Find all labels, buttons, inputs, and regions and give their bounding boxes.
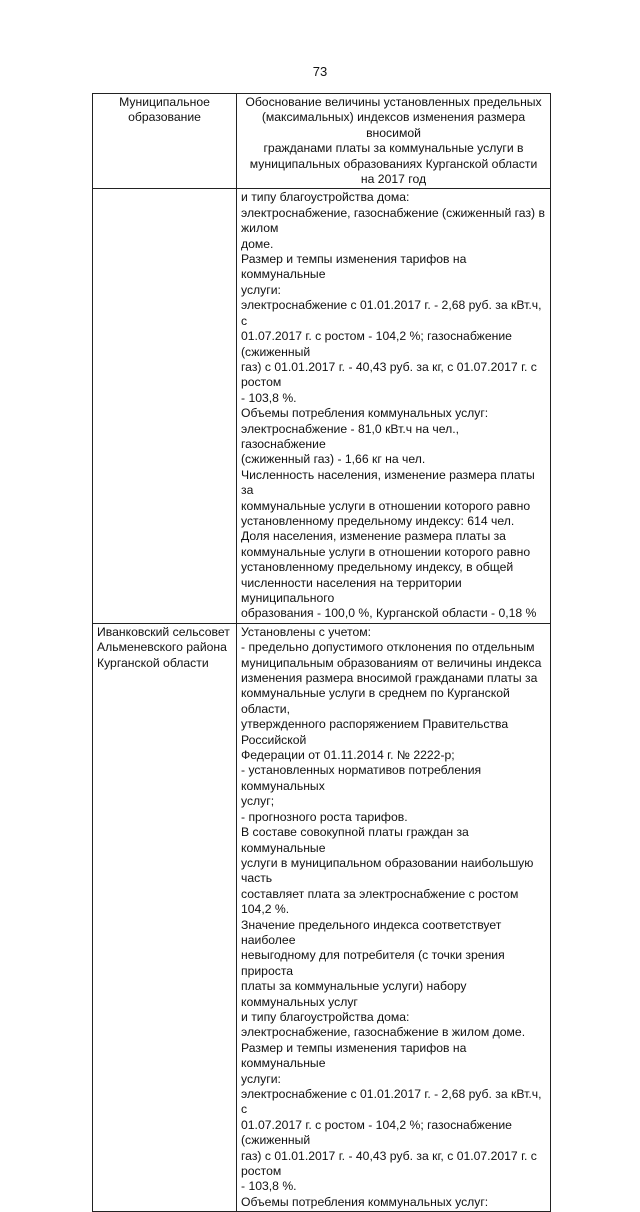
text-line: электроснабжение с 01.01.2017 г. - 2,68 руб. за кВт.ч, с <box>241 1087 542 1117</box>
text-line: - 103,8 %. <box>241 1179 297 1194</box>
text-line: Размер и темпы изменения тарифов на коммунальные <box>241 1040 467 1071</box>
text-line: услуг; <box>241 794 275 809</box>
text-line: - предельно допустимого отклонения по отдельным <box>241 640 535 655</box>
text-line: Численность населения, изменение размера платы за <box>241 467 535 498</box>
text-line: и типу благоустройства дома: <box>241 190 410 205</box>
text-line: установленному предельному индексу: 614 чел. <box>241 513 515 528</box>
municipality-line: Иванковский сельсовет <box>97 624 230 639</box>
text-line: доме. <box>241 236 274 251</box>
text-line: - прогнозного роста тарифов. <box>241 809 408 824</box>
text-line: электроснабжение с 01.01.2017 г. - 2,68 руб. за кВт.ч, с <box>241 298 542 328</box>
header-justification-line: гражданами платы за коммунальные услуги в <box>263 141 524 156</box>
text-line: Доля населения, изменение размера платы за <box>241 529 506 544</box>
text-line: электроснабжение, газоснабжение (сжиженный газ) в жилом <box>241 205 545 236</box>
text-line: коммунальные услуги в отношении которого равно <box>241 498 531 513</box>
header-justification-line: Обоснование величины установленных предельных <box>245 95 542 109</box>
text-line: Федерации от 01.11.2014 г. № 2222-р; <box>241 748 455 763</box>
text-line: - установленных нормативов потребления коммунальных <box>241 763 482 793</box>
text-line: Установлены с учетом: <box>241 624 371 639</box>
text-line: услуги: <box>241 1071 281 1086</box>
text-line: и типу благоустройства дома: <box>241 1009 410 1024</box>
table-header-row <box>93 94 551 189</box>
justification-cell <box>237 623 551 1211</box>
header-justification-line: муниципальных образованиях Курганской области <box>249 156 538 171</box>
text-line: газ) с 01.01.2017 г. - 40,43 руб. за кг, с 01.07.2017 г. с ростом <box>241 1148 537 1179</box>
text-line: муниципальным образованиям от величины индекса <box>241 655 542 670</box>
text-line: услуги в муниципальном образовании наибольшую часть <box>241 855 534 886</box>
tariff-justification-table <box>92 93 551 1212</box>
text-line: газ) с 01.01.2017 г. - 40,43 руб. за кг, с 01.07.2017 г. с ростом <box>241 359 537 390</box>
municipality-cell <box>93 623 237 1211</box>
page-number: 73 <box>312 64 328 79</box>
text-line: коммунальные услуги в среднем по Курганской области, <box>241 686 510 716</box>
text-line: Объемы потребления коммунальных услуг: <box>241 1194 489 1209</box>
table-row <box>93 623 551 1211</box>
text-line: электроснабжение - 81,0 кВт.ч на чел., газоснабжение <box>241 421 459 451</box>
text-line: - 103,8 %. <box>241 390 297 405</box>
text-line: электроснабжение, газоснабжение в жилом доме. <box>241 1025 526 1040</box>
municipality-line: Альменевского района <box>97 640 227 655</box>
text-line: Значение предельного индекса соответствует наиболее <box>241 917 502 947</box>
text-line: 01.07.2017 г. с ростом - 104,2 %; газоснабжение (сжиженный <box>241 1117 512 1148</box>
text-line: коммунальные услуги в отношении которого равно <box>241 544 531 559</box>
text-line: В составе совокупной платы граждан за коммунальные <box>241 825 469 855</box>
text-line: изменения размера вносимой гражданами платы за <box>241 671 538 686</box>
table-row <box>93 189 551 623</box>
justification-cell <box>237 189 551 623</box>
header-justification <box>237 94 551 189</box>
text-line: услуги: <box>241 282 281 297</box>
text-line: составляет плата за электроснабжение с ростом 104,2 %. <box>241 886 519 917</box>
header-municipality-line: Муниципальное <box>119 95 210 109</box>
municipality-cell <box>93 189 237 623</box>
header-municipality <box>93 94 237 189</box>
text-line: Размер и темпы изменения тарифов на коммунальные <box>241 252 467 282</box>
text-line: (сжиженный газ) - 1,66 кг на чел. <box>241 452 426 467</box>
text-line: установленному предельному индексу, в общей <box>241 560 514 575</box>
municipality-line: Курганской области <box>97 655 209 670</box>
text-line: утвержденного распоряжением Правительства Российской <box>241 717 509 747</box>
text-line: численности населения на территории муниципального <box>241 575 462 605</box>
header-justification-line: на 2017 год <box>360 172 427 187</box>
text-line: образования - 100,0 %, Курганской области - 0,18 % <box>241 606 537 621</box>
text-line: невыгодному для потребителя (с точки зрения прироста <box>241 948 505 978</box>
header-municipality-line: образование <box>128 110 201 125</box>
text-line: платы за коммунальные услуги) набору коммунальных услуг <box>241 979 467 1009</box>
text-line: Объемы потребления коммунальных услуг: <box>241 406 489 421</box>
text-line: 01.07.2017 г. с ростом - 104,2 %; газоснабжение (сжиженный <box>241 329 512 359</box>
header-justification-line: (максимальных) индексов изменения размера вносимой <box>261 110 526 140</box>
